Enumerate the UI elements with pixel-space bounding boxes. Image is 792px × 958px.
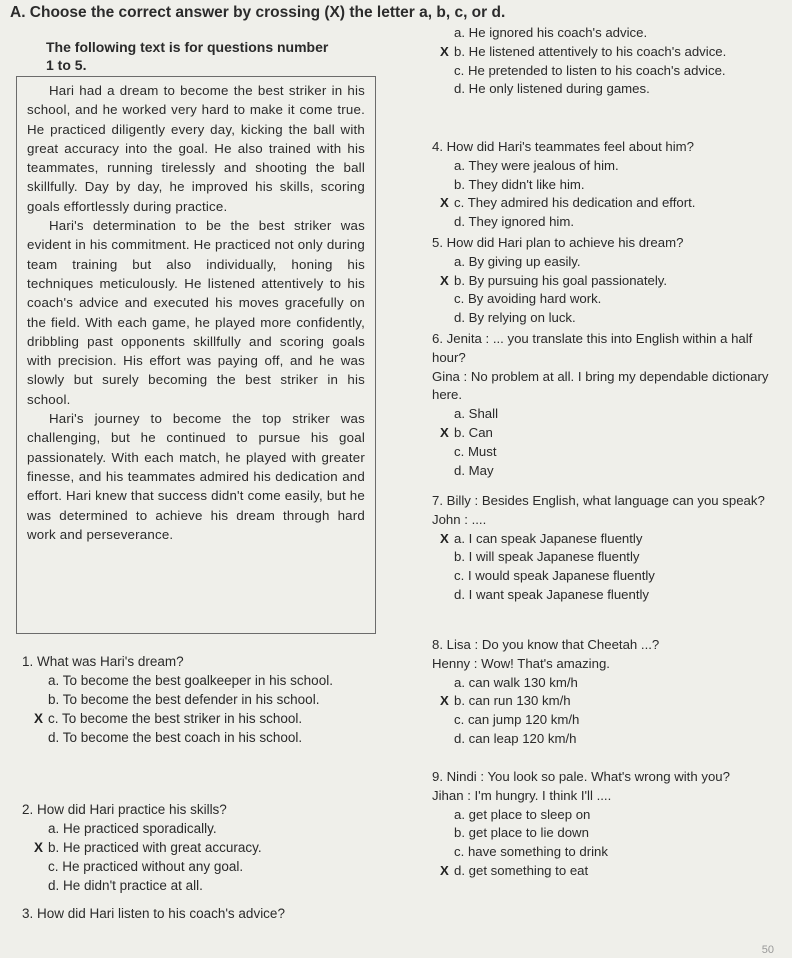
cross-mark-icon: X [440, 272, 449, 288]
option-a[interactable]: a. He practiced sporadically. [48, 821, 217, 836]
cross-mark-icon: X [34, 711, 44, 726]
option-b[interactable]: b. They didn't like him. [454, 176, 585, 192]
option-c[interactable]: c. I would speak Japanese fluently [454, 568, 655, 584]
option-d[interactable]: X d. get something to eat [432, 862, 782, 881]
option-a[interactable]: a. He ignored his coach's advice. [454, 25, 648, 40]
option-d[interactable]: d. I want speak Japanese fluently [454, 586, 650, 602]
question-5 [432, 234, 782, 328]
question-text: 4. How did Hari's teammates feel about him? [432, 139, 694, 154]
option-b[interactable]: b. To become the best defender in his school. [48, 692, 320, 707]
dialog-reply: John : .... [432, 511, 487, 527]
option-d[interactable]: d. He didn't practice at all. [48, 878, 203, 893]
cross-mark-icon: X [440, 530, 449, 546]
option-d[interactable]: d. They ignored him. [454, 214, 574, 230]
passage-paragraph: Hari's journey to become the top striker was challenging, but he continued to pursue his goal passionately. With each match, he played with greater finesse, and his teammates admired his dedication and effort. Hari knew that success didn't come easily, but he was determined to achieve his dream through hard work and perseverance. [27, 411, 365, 542]
passage-paragraph: Hari's determination to be the best striker was evident in his commitment. He practiced not only during team training but also individually, honing his techniques meticulously. He listened attentively to his coach's advice and executed his moves gracefully on the field. With each game, he played more confidently, dribbling past opponents skillfully and scoring goals with precision. His effort was paying off, and he was slowly but surely becoming the best striker in his school. [27, 218, 365, 407]
dialog-reply: Henny : Wow! That's amazing. [432, 655, 610, 671]
option-c[interactable]: c. He pretended to listen to his coach's advice. [454, 62, 726, 78]
option-a[interactable]: a. They were jealous of him. [454, 157, 619, 173]
option-d[interactable]: d. May [454, 462, 494, 478]
option-a[interactable]: a. get place to sleep on [454, 806, 591, 822]
question-text: 7. Billy : Besides English, what language can you speak? [432, 493, 765, 508]
question-1 [22, 652, 392, 747]
option-b[interactable]: X b. Can [432, 424, 782, 443]
option-c[interactable]: X c. They admired his dedication and effort. [432, 194, 782, 213]
cross-mark-icon: X [440, 693, 449, 709]
page-number: 50 [761, 944, 774, 956]
question-text: 2. How did Hari practice his skills? [22, 802, 227, 817]
cross-mark-icon: X [34, 840, 44, 855]
section-header: A. Choose the correct answer by crossing (X) the letter a, b, c, or d. [10, 4, 506, 21]
reading-passage [16, 76, 376, 634]
option-b[interactable]: X b. He practiced with great accuracy. [34, 840, 262, 855]
question-text: 8. Lisa : Do you know that Cheetah ...? [432, 637, 660, 652]
option-c[interactable]: c. By avoiding hard work. [454, 291, 602, 307]
question-text: 6. Jenita : ... you translate this into English within a half hour? [432, 331, 753, 365]
option-a[interactable]: X a. I can speak Japanese fluently [432, 530, 782, 549]
option-c[interactable]: c. He practiced without any goal. [48, 859, 244, 874]
option-b[interactable]: b. I will speak Japanese fluently [454, 549, 640, 565]
question-2 [22, 800, 392, 895]
option-b[interactable]: X b. He listened attentively to his coach's advice. [432, 43, 782, 62]
option-d[interactable]: d. To become the best coach in his school. [48, 730, 303, 745]
question-7 [432, 492, 782, 605]
option-b[interactable]: b. get place to lie down [454, 825, 589, 841]
dialog-reply: Jihan : I'm hungry. I think I'll .... [432, 787, 612, 803]
option-c[interactable]: X c. To become the best striker in his school. [34, 711, 303, 726]
cross-mark-icon: X [440, 424, 449, 440]
dialog-reply: Gina : No problem at all. I bring my dependable dictionary here. [432, 368, 769, 403]
option-c[interactable]: c. have something to drink [454, 844, 608, 860]
option-a[interactable]: a. To become the best goalkeeper in his school. [48, 673, 333, 688]
question-4 [432, 138, 782, 232]
question-text: 9. Nindi : You look so pale. What's wrong with you? [432, 769, 730, 784]
option-b[interactable]: X b. By pursuing his goal passionately. [432, 272, 782, 291]
option-c[interactable]: c. can jump 120 km/h [454, 712, 580, 728]
passage-intro: The following text is for questions number 1 to 5. [46, 39, 329, 73]
question-text: 1. What was Hari's dream? [22, 654, 184, 669]
question-9 [432, 768, 782, 881]
question-6 [432, 330, 782, 480]
passage-paragraph: Hari had a dream to become the best striker in his school, and he worked very hard to make it come true. He practiced diligently every day, kicking the ball with great accuracy into the goal. He also trained with his teammates, running tirelessly and shooting the ball skillfully. Day by day, he improved his skills, scoring goals effortlessly during practice. [27, 83, 365, 214]
cross-mark-icon: X [440, 43, 449, 59]
option-a[interactable]: a. can walk 130 km/h [454, 674, 578, 690]
option-b[interactable]: X b. can run 130 km/h [432, 692, 782, 711]
question-8 [432, 636, 782, 749]
option-c[interactable]: c. Must [454, 443, 497, 459]
option-a[interactable]: a. Shall [454, 406, 498, 422]
question-text: 3. How did Hari listen to his coach's advice? [22, 906, 285, 921]
question-3-stem [22, 904, 392, 923]
question-3-options [432, 24, 782, 99]
option-a[interactable]: a. By giving up easily. [454, 253, 581, 269]
option-d[interactable]: d. He only listened during games. [454, 81, 650, 97]
option-d[interactable]: d. By relying on luck. [454, 310, 576, 326]
cross-mark-icon: X [440, 862, 449, 878]
cross-mark-icon: X [440, 195, 449, 211]
question-text: 5. How did Hari plan to achieve his dream? [432, 235, 684, 250]
option-d[interactable]: d. can leap 120 km/h [454, 730, 577, 746]
